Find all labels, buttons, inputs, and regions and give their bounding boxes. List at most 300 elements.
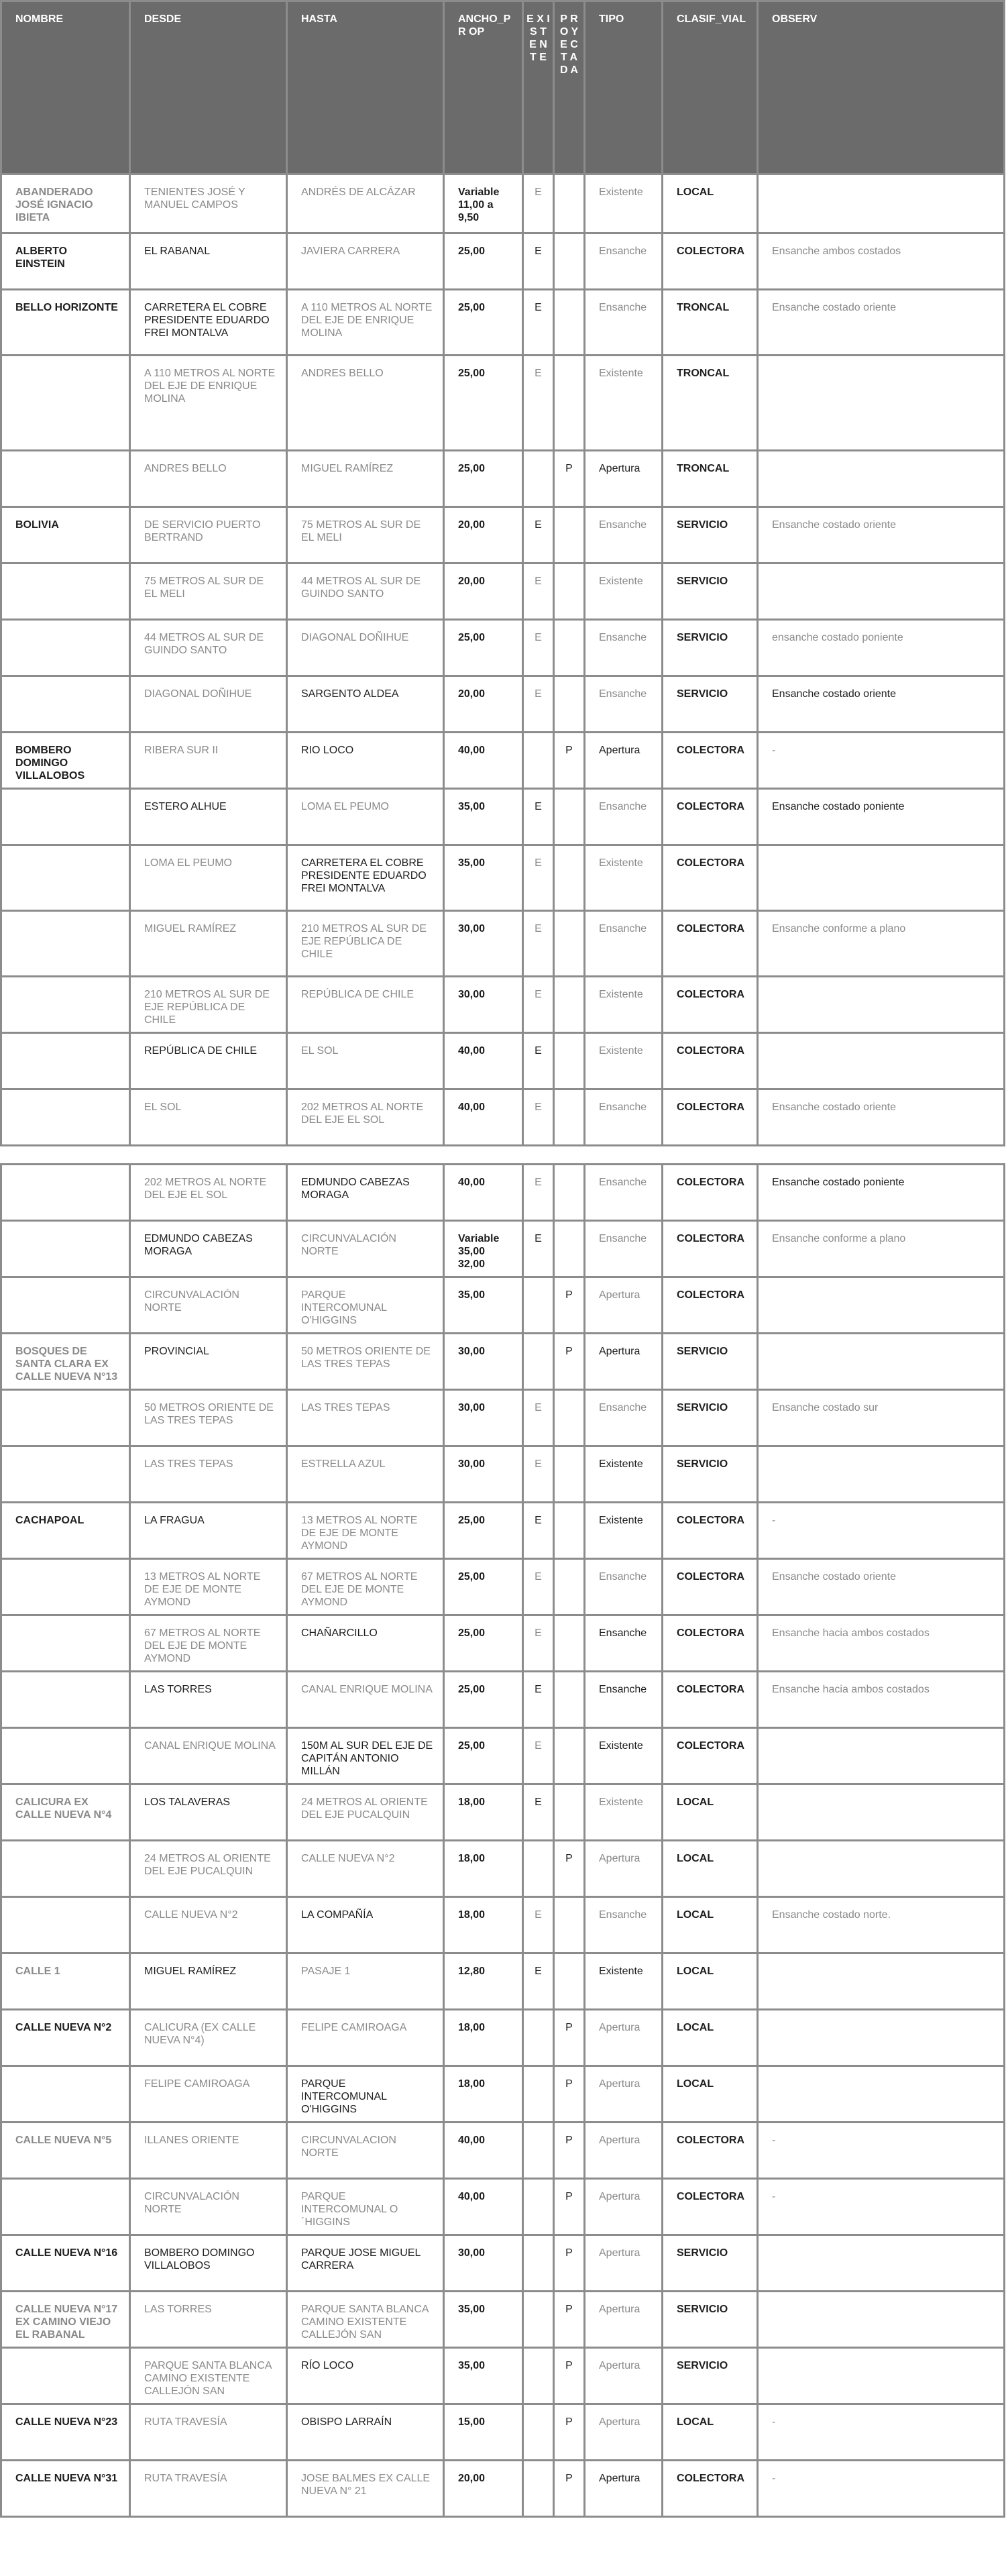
cell-clasif: COLECTORA xyxy=(663,845,758,911)
cell-nombre xyxy=(1,1559,130,1615)
cell-nombre xyxy=(1,1165,130,1221)
cell-existente xyxy=(523,2404,554,2461)
cell-existente: E xyxy=(523,233,554,290)
cell-ancho: 18,00 xyxy=(444,2010,523,2066)
cell-nombre xyxy=(1,676,130,733)
cell-observ: - xyxy=(758,2179,1005,2235)
cell-hasta: FELIPE CAMIROAGA xyxy=(287,2010,444,2066)
cell-nombre xyxy=(1,451,130,507)
cell-hasta: 67 METROS AL NORTE DEL EJE DE MONTE AYMOND xyxy=(287,1559,444,1615)
cell-hasta: PASAJE 1 xyxy=(287,1953,444,2010)
cell-ancho: 40,00 xyxy=(444,2179,523,2235)
cell-desde: CANAL ENRIQUE MOLINA xyxy=(130,1728,287,1784)
cell-nombre: ALBERTO EINSTEIN xyxy=(1,233,130,290)
cell-ancho: 18,00 xyxy=(444,1897,523,1953)
cell-tipo: Ensanche xyxy=(585,1615,663,1672)
cell-ancho: 35,00 xyxy=(444,1277,523,1334)
cell-desde: DIAGONAL DOÑIHUE xyxy=(130,676,287,733)
cell-desde: EL SOL xyxy=(130,1089,287,1146)
table-row xyxy=(1,233,1005,290)
cell-existente: E xyxy=(523,1503,554,1559)
cell-ancho: 20,00 xyxy=(444,507,523,564)
cell-proyectada: P xyxy=(554,733,585,789)
cell-existente: E xyxy=(523,620,554,676)
cell-existente: E xyxy=(523,1953,554,2010)
cell-proyectada xyxy=(554,845,585,911)
cell-hasta: 202 METROS AL NORTE DEL EJE EL SOL xyxy=(287,1089,444,1146)
cell-observ: Ensanche costado oriente xyxy=(758,1089,1005,1146)
cell-observ: Ensanche costado norte. xyxy=(758,1897,1005,1953)
cell-nombre xyxy=(1,1221,130,1277)
cell-proyectada: P xyxy=(554,451,585,507)
cell-nombre: CALLE NUEVA N°16 xyxy=(1,2235,130,2292)
cell-tipo: Apertura xyxy=(585,451,663,507)
cell-proyectada xyxy=(554,1446,585,1503)
cell-observ xyxy=(758,1446,1005,1503)
cell-clasif: COLECTORA xyxy=(663,911,758,977)
cell-observ xyxy=(758,2066,1005,2123)
cell-desde: 50 METROS ORIENTE DE LAS TRES TEPAS xyxy=(130,1390,287,1446)
cell-hasta: A 110 METROS AL NORTE DEL EJE DE ENRIQUE MOLINA xyxy=(287,290,444,356)
cell-existente xyxy=(523,2066,554,2123)
cell-observ: - xyxy=(758,2404,1005,2461)
cell-hasta: PARQUE INTERCOMUNAL O´HIGGINS xyxy=(287,2179,444,2235)
cell-ancho: 18,00 xyxy=(444,2066,523,2123)
cell-nombre xyxy=(1,1277,130,1334)
cell-ancho: 18,00 xyxy=(444,1784,523,1841)
cell-nombre: CALLE NUEVA N°17 EX CAMINO VIEJO EL RABANAL xyxy=(1,2292,130,2348)
cell-nombre xyxy=(1,1390,130,1446)
cell-hasta: CALLE NUEVA N°2 xyxy=(287,1841,444,1897)
cell-hasta: PARQUE INTERCOMUNAL O'HIGGINS xyxy=(287,2066,444,2123)
cell-existente: E xyxy=(523,789,554,845)
table-row xyxy=(1,1897,1005,1953)
cell-desde: 75 METROS AL SUR DE EL MELI xyxy=(130,564,287,620)
cell-existente: E xyxy=(523,1390,554,1446)
cell-existente: E xyxy=(523,1033,554,1089)
cell-proyectada xyxy=(554,233,585,290)
cell-nombre: CALLE NUEVA N°2 xyxy=(1,2010,130,2066)
header-desde: DESDE xyxy=(130,1,287,174)
cell-ancho: 20,00 xyxy=(444,564,523,620)
cell-ancho: 40,00 xyxy=(444,733,523,789)
cell-desde: BOMBERO DOMINGO VILLALOBOS xyxy=(130,2235,287,2292)
cell-proyectada xyxy=(554,1033,585,1089)
cell-tipo: Existente xyxy=(585,1728,663,1784)
cell-ancho: 30,00 xyxy=(444,2235,523,2292)
cell-tipo: Apertura xyxy=(585,1334,663,1390)
cell-desde: CIRCUNVALACIÓN NORTE xyxy=(130,2179,287,2235)
cell-clasif: LOCAL xyxy=(663,2404,758,2461)
cell-clasif: SERVICIO xyxy=(663,564,758,620)
cell-observ xyxy=(758,1277,1005,1334)
cell-proyectada xyxy=(554,911,585,977)
cell-tipo: Existente xyxy=(585,1446,663,1503)
cell-ancho: 40,00 xyxy=(444,1089,523,1146)
cell-clasif: TRONCAL xyxy=(663,451,758,507)
header-tipo: TIPO xyxy=(585,1,663,174)
cell-tipo: Existente xyxy=(585,977,663,1033)
cell-ancho: 25,00 xyxy=(444,1728,523,1784)
cell-tipo: Ensanche xyxy=(585,1221,663,1277)
cell-tipo: Apertura xyxy=(585,1841,663,1897)
cell-hasta: CIRCUNVALACIÓN NORTE xyxy=(287,1221,444,1277)
cell-hasta: LOMA EL PEUMO xyxy=(287,789,444,845)
cell-observ xyxy=(758,451,1005,507)
cell-proyectada: P xyxy=(554,2235,585,2292)
cell-proyectada xyxy=(554,1953,585,2010)
cell-hasta: 24 METROS AL ORIENTE DEL EJE PUCALQUIN xyxy=(287,1784,444,1841)
road-table-top xyxy=(0,0,1005,1146)
cell-tipo: Existente xyxy=(585,1953,663,2010)
cell-tipo: Ensanche xyxy=(585,290,663,356)
cell-proyectada: P xyxy=(554,2179,585,2235)
cell-tipo: Apertura xyxy=(585,2292,663,2348)
cell-hasta: CHAÑARCILLO xyxy=(287,1615,444,1672)
cell-proyectada xyxy=(554,1784,585,1841)
table-row xyxy=(1,1446,1005,1503)
cell-ancho: 25,00 xyxy=(444,1672,523,1728)
cell-nombre: CALLE 1 xyxy=(1,1953,130,2010)
cell-clasif: COLECTORA xyxy=(663,1277,758,1334)
header-ancho: ANCHO_P R OP xyxy=(444,1,523,174)
cell-nombre: CALLE NUEVA N°31 xyxy=(1,2461,130,2517)
header-nombre: NOMBRE xyxy=(1,1,130,174)
cell-clasif: COLECTORA xyxy=(663,233,758,290)
cell-clasif: COLECTORA xyxy=(663,1503,758,1559)
cell-ancho: 35,00 xyxy=(444,2348,523,2404)
cell-clasif: SERVICIO xyxy=(663,1390,758,1446)
cell-tipo: Apertura xyxy=(585,2123,663,2179)
table-row xyxy=(1,1841,1005,1897)
cell-tipo: Ensanche xyxy=(585,1897,663,1953)
cell-existente xyxy=(523,2179,554,2235)
cell-existente: E xyxy=(523,1897,554,1953)
cell-nombre xyxy=(1,2179,130,2235)
cell-proyectada xyxy=(554,1089,585,1146)
table-row xyxy=(1,507,1005,564)
cell-hasta: 13 METROS AL NORTE DE EJE DE MONTE AYMOND xyxy=(287,1503,444,1559)
table-row xyxy=(1,977,1005,1033)
cell-clasif: COLECTORA xyxy=(663,2179,758,2235)
cell-hasta: CANAL ENRIQUE MOLINA xyxy=(287,1672,444,1728)
cell-desde: ANDRES BELLO xyxy=(130,451,287,507)
cell-nombre: BELLO HORIZONTE xyxy=(1,290,130,356)
cell-clasif: COLECTORA xyxy=(663,1672,758,1728)
cell-ancho: 25,00 xyxy=(444,1503,523,1559)
cell-tipo: Ensanche xyxy=(585,1559,663,1615)
cell-observ xyxy=(758,174,1005,233)
table-row xyxy=(1,2010,1005,2066)
cell-desde: PARQUE SANTA BLANCA CAMINO EXISTENTE CALLEJÓN SAN xyxy=(130,2348,287,2404)
cell-proyectada xyxy=(554,290,585,356)
cell-clasif: COLECTORA xyxy=(663,1033,758,1089)
cell-existente: E xyxy=(523,911,554,977)
cell-desde: 202 METROS AL NORTE DEL EJE EL SOL xyxy=(130,1165,287,1221)
cell-clasif: SERVICIO xyxy=(663,2292,758,2348)
cell-desde: CARRETERA EL COBRE PRESIDENTE EDUARDO FREI MONTALVA xyxy=(130,290,287,356)
cell-nombre: CALLE NUEVA N°5 xyxy=(1,2123,130,2179)
cell-proyectada: P xyxy=(554,2404,585,2461)
cell-clasif: SERVICIO xyxy=(663,507,758,564)
cell-existente xyxy=(523,1277,554,1334)
cell-ancho: 18,00 xyxy=(444,1841,523,1897)
table-row xyxy=(1,1334,1005,1390)
cell-desde: LAS TORRES xyxy=(130,2292,287,2348)
cell-proyectada: P xyxy=(554,1334,585,1390)
table-row xyxy=(1,2348,1005,2404)
cell-observ xyxy=(758,1841,1005,1897)
table-row xyxy=(1,290,1005,356)
cell-observ: Ensanche conforme a plano xyxy=(758,1221,1005,1277)
cell-ancho: 40,00 xyxy=(444,1033,523,1089)
cell-ancho: 25,00 xyxy=(444,356,523,451)
cell-observ: Ensanche hacia ambos costados xyxy=(758,1672,1005,1728)
cell-desde: MIGUEL RAMÍREZ xyxy=(130,1953,287,2010)
cell-hasta: ANDRÉS DE ALCÁZAR xyxy=(287,174,444,233)
cell-clasif: LOCAL xyxy=(663,1897,758,1953)
cell-ancho: 25,00 xyxy=(444,290,523,356)
cell-ancho: 35,00 xyxy=(444,789,523,845)
cell-desde: RUTA TRAVESÍA xyxy=(130,2461,287,2517)
cell-nombre xyxy=(1,1672,130,1728)
cell-clasif: TRONCAL xyxy=(663,356,758,451)
cell-proyectada xyxy=(554,789,585,845)
cell-clasif: SERVICIO xyxy=(663,676,758,733)
cell-observ: - xyxy=(758,733,1005,789)
cell-ancho: 30,00 xyxy=(444,911,523,977)
cell-proyectada: P xyxy=(554,2066,585,2123)
cell-existente: E xyxy=(523,676,554,733)
cell-nombre: CACHAPOAL xyxy=(1,1503,130,1559)
cell-nombre: CALICURA EX CALLE NUEVA N°4 xyxy=(1,1784,130,1841)
table-row xyxy=(1,1089,1005,1146)
cell-existente xyxy=(523,1841,554,1897)
cell-desde: ESTERO ALHUE xyxy=(130,789,287,845)
cell-proyectada xyxy=(554,356,585,451)
cell-nombre xyxy=(1,1897,130,1953)
cell-nombre xyxy=(1,789,130,845)
cell-ancho: 20,00 xyxy=(444,2461,523,2517)
table-row xyxy=(1,1390,1005,1446)
cell-hasta: ESTRELLA AZUL xyxy=(287,1446,444,1503)
cell-ancho: 12,80 xyxy=(444,1953,523,2010)
cell-observ xyxy=(758,356,1005,451)
cell-observ xyxy=(758,564,1005,620)
cell-clasif: COLECTORA xyxy=(663,733,758,789)
cell-desde: 210 METROS AL SUR DE EJE REPÚBLICA DE CHILE xyxy=(130,977,287,1033)
cell-nombre xyxy=(1,564,130,620)
cell-tipo: Ensanche xyxy=(585,789,663,845)
table-row xyxy=(1,1559,1005,1615)
cell-tipo: Apertura xyxy=(585,1277,663,1334)
cell-ancho: 40,00 xyxy=(444,1165,523,1221)
table-row xyxy=(1,2292,1005,2348)
cell-clasif: SERVICIO xyxy=(663,620,758,676)
cell-hasta: ANDRES BELLO xyxy=(287,356,444,451)
cell-tipo: Ensanche xyxy=(585,1165,663,1221)
cell-proyectada xyxy=(554,1390,585,1446)
cell-tipo: Existente xyxy=(585,1503,663,1559)
cell-existente: E xyxy=(523,1672,554,1728)
cell-clasif: LOCAL xyxy=(663,2066,758,2123)
cell-existente: E xyxy=(523,1784,554,1841)
cell-hasta: 75 METROS AL SUR DE EL MELI xyxy=(287,507,444,564)
cell-tipo: Ensanche xyxy=(585,1089,663,1146)
cell-desde: CALICURA (EX CALLE NUEVA N°4) xyxy=(130,2010,287,2066)
cell-desde: 44 METROS AL SUR DE GUINDO SANTO xyxy=(130,620,287,676)
cell-proyectada: P xyxy=(554,2348,585,2404)
cell-desde: LOMA EL PEUMO xyxy=(130,845,287,911)
table-row xyxy=(1,1221,1005,1277)
cell-proyectada xyxy=(554,977,585,1033)
cell-ancho: 40,00 xyxy=(444,2123,523,2179)
cell-ancho: 25,00 xyxy=(444,1615,523,1672)
cell-proyectada xyxy=(554,174,585,233)
cell-ancho: 25,00 xyxy=(444,620,523,676)
cell-ancho: 30,00 xyxy=(444,1390,523,1446)
cell-desde: EDMUNDO CABEZAS MORAGA xyxy=(130,1221,287,1277)
cell-tipo: Existente xyxy=(585,174,663,233)
cell-desde: 24 METROS AL ORIENTE DEL EJE PUCALQUIN xyxy=(130,1841,287,1897)
cell-nombre xyxy=(1,1615,130,1672)
cell-tipo: Existente xyxy=(585,1784,663,1841)
cell-proyectada xyxy=(554,1503,585,1559)
cell-proyectada: P xyxy=(554,2123,585,2179)
cell-nombre: BOMBERO DOMINGO VILLALOBOS xyxy=(1,733,130,789)
cell-ancho: 30,00 xyxy=(444,1334,523,1390)
cell-clasif: SERVICIO xyxy=(663,2235,758,2292)
cell-hasta: REPÚBLICA DE CHILE xyxy=(287,977,444,1033)
table-row xyxy=(1,356,1005,451)
cell-proyectada xyxy=(554,1615,585,1672)
table-row xyxy=(1,2066,1005,2123)
cell-clasif: TRONCAL xyxy=(663,290,758,356)
cell-desde: EL RABANAL xyxy=(130,233,287,290)
cell-observ xyxy=(758,1953,1005,2010)
cell-tipo: Ensanche xyxy=(585,911,663,977)
cell-observ: Ensanche costado poniente xyxy=(758,1165,1005,1221)
cell-desde: MIGUEL RAMÍREZ xyxy=(130,911,287,977)
cell-desde: 67 METROS AL NORTE DEL EJE DE MONTE AYMOND xyxy=(130,1615,287,1672)
cell-clasif: COLECTORA xyxy=(663,1728,758,1784)
cell-observ xyxy=(758,2348,1005,2404)
cell-observ xyxy=(758,1033,1005,1089)
cell-nombre: BOSQUES DE SANTA CLARA EX CALLE NUEVA N°13 xyxy=(1,1334,130,1390)
cell-hasta: EL SOL xyxy=(287,1033,444,1089)
cell-nombre xyxy=(1,1446,130,1503)
cell-observ: - xyxy=(758,1503,1005,1559)
cell-desde: CALLE NUEVA N°2 xyxy=(130,1897,287,1953)
cell-existente: E xyxy=(523,1559,554,1615)
cell-existente: E xyxy=(523,174,554,233)
cell-existente: E xyxy=(523,356,554,451)
table-row xyxy=(1,676,1005,733)
cell-ancho: 35,00 xyxy=(444,2292,523,2348)
cell-desde: LOS TALAVERAS xyxy=(130,1784,287,1841)
cell-tipo: Existente xyxy=(585,564,663,620)
cell-desde: FELIPE CAMIROAGA xyxy=(130,2066,287,2123)
cell-hasta: JAVIERA CARRERA xyxy=(287,233,444,290)
cell-ancho: Variable 35,00 32,00 xyxy=(444,1221,523,1277)
cell-tipo: Ensanche xyxy=(585,620,663,676)
table-row xyxy=(1,564,1005,620)
cell-observ: Ensanche costado oriente xyxy=(758,676,1005,733)
table-row xyxy=(1,1277,1005,1334)
table-row xyxy=(1,451,1005,507)
cell-desde: 13 METROS AL NORTE DE EJE DE MONTE AYMOND xyxy=(130,1559,287,1615)
cell-hasta: SARGENTO ALDEA xyxy=(287,676,444,733)
cell-existente xyxy=(523,2235,554,2292)
cell-proyectada xyxy=(554,1221,585,1277)
cell-ancho: 20,00 xyxy=(444,676,523,733)
cell-tipo: Apertura xyxy=(585,2179,663,2235)
table-row xyxy=(1,2179,1005,2235)
cell-observ: Ensanche ambos costados xyxy=(758,233,1005,290)
road-table-bottom xyxy=(0,1163,1005,2518)
table-row xyxy=(1,2123,1005,2179)
cell-desde: RUTA TRAVESÍA xyxy=(130,2404,287,2461)
cell-clasif: LOCAL xyxy=(663,174,758,233)
header-observ: OBSERV xyxy=(758,1,1005,174)
cell-observ: Ensanche costado oriente xyxy=(758,507,1005,564)
table-row xyxy=(1,1503,1005,1559)
cell-hasta: EDMUNDO CABEZAS MORAGA xyxy=(287,1165,444,1221)
table-row xyxy=(1,174,1005,233)
cell-observ xyxy=(758,1784,1005,1841)
cell-proyectada: P xyxy=(554,2461,585,2517)
cell-ancho: 35,00 xyxy=(444,845,523,911)
cell-existente: E xyxy=(523,564,554,620)
cell-hasta: CIRCUNVALACION NORTE xyxy=(287,2123,444,2179)
cell-desde: CIRCUNVALACIÓN NORTE xyxy=(130,1277,287,1334)
cell-clasif: COLECTORA xyxy=(663,1559,758,1615)
header-clasif: CLASIF_VIAL xyxy=(663,1,758,174)
cell-observ: Ensanche costado oriente xyxy=(758,290,1005,356)
cell-existente: E xyxy=(523,507,554,564)
cell-nombre xyxy=(1,2066,130,2123)
cell-proyectada xyxy=(554,507,585,564)
table-row xyxy=(1,1728,1005,1784)
table-row xyxy=(1,733,1005,789)
cell-ancho: 15,00 xyxy=(444,2404,523,2461)
cell-existente: E xyxy=(523,1221,554,1277)
cell-hasta: 210 METROS AL SUR DE EJE REPÚBLICA DE CHILE xyxy=(287,911,444,977)
cell-proyectada xyxy=(554,1559,585,1615)
cell-hasta: PARQUE SANTA BLANCA CAMINO EXISTENTE CALLEJÓN SAN xyxy=(287,2292,444,2348)
table-row xyxy=(1,1033,1005,1089)
cell-hasta: PARQUE JOSE MIGUEL CARRERA xyxy=(287,2235,444,2292)
cell-existente xyxy=(523,2292,554,2348)
cell-observ xyxy=(758,1728,1005,1784)
cell-hasta: LA COMPAÑÍA xyxy=(287,1897,444,1953)
cell-clasif: SERVICIO xyxy=(663,2348,758,2404)
cell-desde: REPÚBLICA DE CHILE xyxy=(130,1033,287,1089)
cell-tipo: Ensanche xyxy=(585,233,663,290)
cell-proyectada: P xyxy=(554,2292,585,2348)
cell-existente xyxy=(523,1334,554,1390)
cell-tipo: Ensanche xyxy=(585,507,663,564)
cell-tipo: Existente xyxy=(585,845,663,911)
cell-existente xyxy=(523,2461,554,2517)
cell-ancho: Variable 11,00 a 9,50 xyxy=(444,174,523,233)
cell-tipo: Ensanche xyxy=(585,676,663,733)
cell-tipo: Existente xyxy=(585,356,663,451)
cell-clasif: COLECTORA xyxy=(663,977,758,1033)
cell-nombre: BOLIVIA xyxy=(1,507,130,564)
table-row xyxy=(1,2404,1005,2461)
cell-nombre xyxy=(1,1841,130,1897)
